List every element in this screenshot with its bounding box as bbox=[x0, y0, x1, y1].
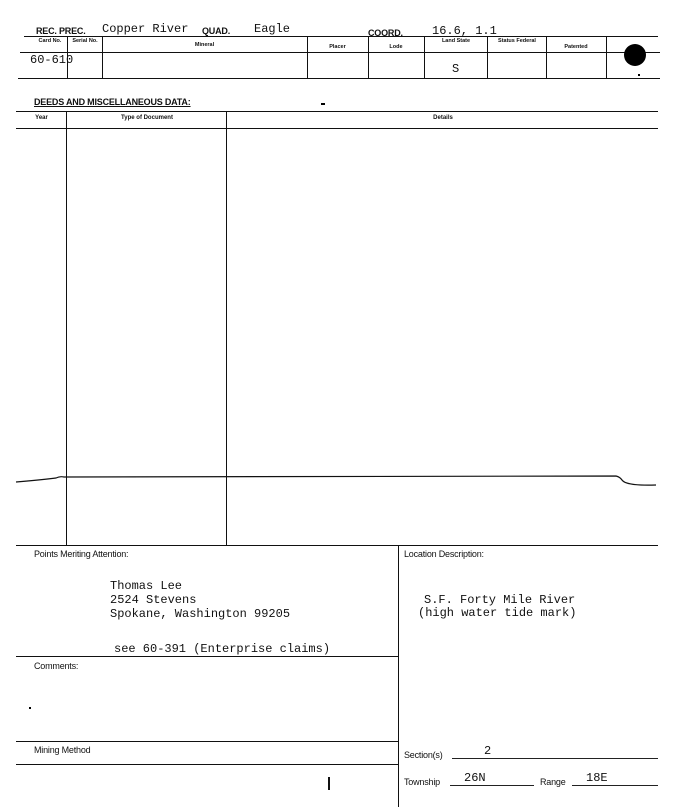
section-label: Section(s) bbox=[404, 750, 443, 760]
range-label: Range bbox=[540, 777, 566, 787]
col-mineral: Mineral bbox=[194, 42, 215, 48]
mining-top-rule bbox=[16, 741, 398, 742]
col-patented: Patented bbox=[564, 44, 588, 50]
comments-label: Comments: bbox=[34, 661, 79, 671]
col-details: Details bbox=[433, 115, 453, 121]
mining-bottom-rule bbox=[16, 764, 398, 765]
location-line-1: S.F. Forty Mile River bbox=[424, 593, 576, 607]
col-placer: Placer bbox=[329, 44, 346, 50]
col-serial-no: Serial No. bbox=[72, 38, 98, 44]
section-value: 2 bbox=[484, 744, 492, 758]
speck-mark bbox=[29, 707, 31, 709]
township-underline bbox=[450, 785, 534, 786]
points-meriting-label: Points Meriting Attention: bbox=[34, 549, 129, 559]
rec-prec-value: Copper River bbox=[102, 22, 189, 36]
lower-center-divider bbox=[398, 545, 399, 807]
speck-mark bbox=[638, 74, 640, 76]
coord-label: COORD. bbox=[368, 28, 403, 38]
deeds-title: DEEDS AND MISCELLANEOUS DATA: bbox=[34, 97, 191, 107]
header-divider bbox=[487, 37, 488, 78]
rec-prec-label: REC. PREC. bbox=[36, 26, 86, 36]
deeds-top-rule bbox=[16, 111, 658, 112]
coord-value: 16.6, 1.1 bbox=[432, 24, 497, 38]
location-description-label: Location Description: bbox=[404, 549, 484, 559]
range-underline bbox=[572, 785, 658, 786]
speck-mark bbox=[321, 103, 325, 105]
header-divider bbox=[606, 37, 607, 78]
punch-hole-mark bbox=[624, 44, 646, 66]
col-type-of-document: Type of Document bbox=[121, 115, 173, 121]
township-value: 26N bbox=[464, 771, 486, 785]
comments-top-rule bbox=[16, 656, 398, 657]
owner-street: 2524 Stevens bbox=[110, 593, 197, 607]
location-line-2: (high water tide mark) bbox=[418, 606, 577, 620]
section-underline bbox=[452, 758, 658, 759]
col-card-no: Card No. bbox=[38, 38, 62, 44]
township-label: Township bbox=[404, 777, 440, 787]
pen-mark bbox=[328, 777, 330, 790]
cross-reference-note: see 60-391 (Enterprise claims) bbox=[114, 642, 331, 656]
header-divider bbox=[424, 37, 425, 78]
lower-top-rule bbox=[16, 545, 658, 546]
quad-label: QUAD. bbox=[202, 26, 230, 36]
mining-method-label: Mining Method bbox=[34, 745, 91, 755]
card-no-value: 60-610 bbox=[30, 53, 74, 67]
owner-name: Thomas Lee bbox=[110, 579, 183, 593]
deeds-header-rule bbox=[16, 128, 658, 129]
quad-value: Eagle bbox=[254, 22, 291, 36]
land-state-value: S bbox=[452, 62, 460, 76]
header-top-rule bbox=[24, 36, 658, 37]
fold-line bbox=[0, 468, 678, 492]
header-bottom-rule bbox=[18, 78, 660, 79]
col-lode: Lode bbox=[389, 44, 403, 50]
range-value: 18E bbox=[586, 771, 608, 785]
header-col-rule bbox=[20, 52, 660, 53]
col-year: Year bbox=[35, 115, 48, 121]
col-land-state: Land State bbox=[441, 38, 471, 44]
owner-city: Spokane, Washington 99205 bbox=[110, 607, 291, 621]
col-status-federal: Status Federal bbox=[498, 38, 536, 44]
